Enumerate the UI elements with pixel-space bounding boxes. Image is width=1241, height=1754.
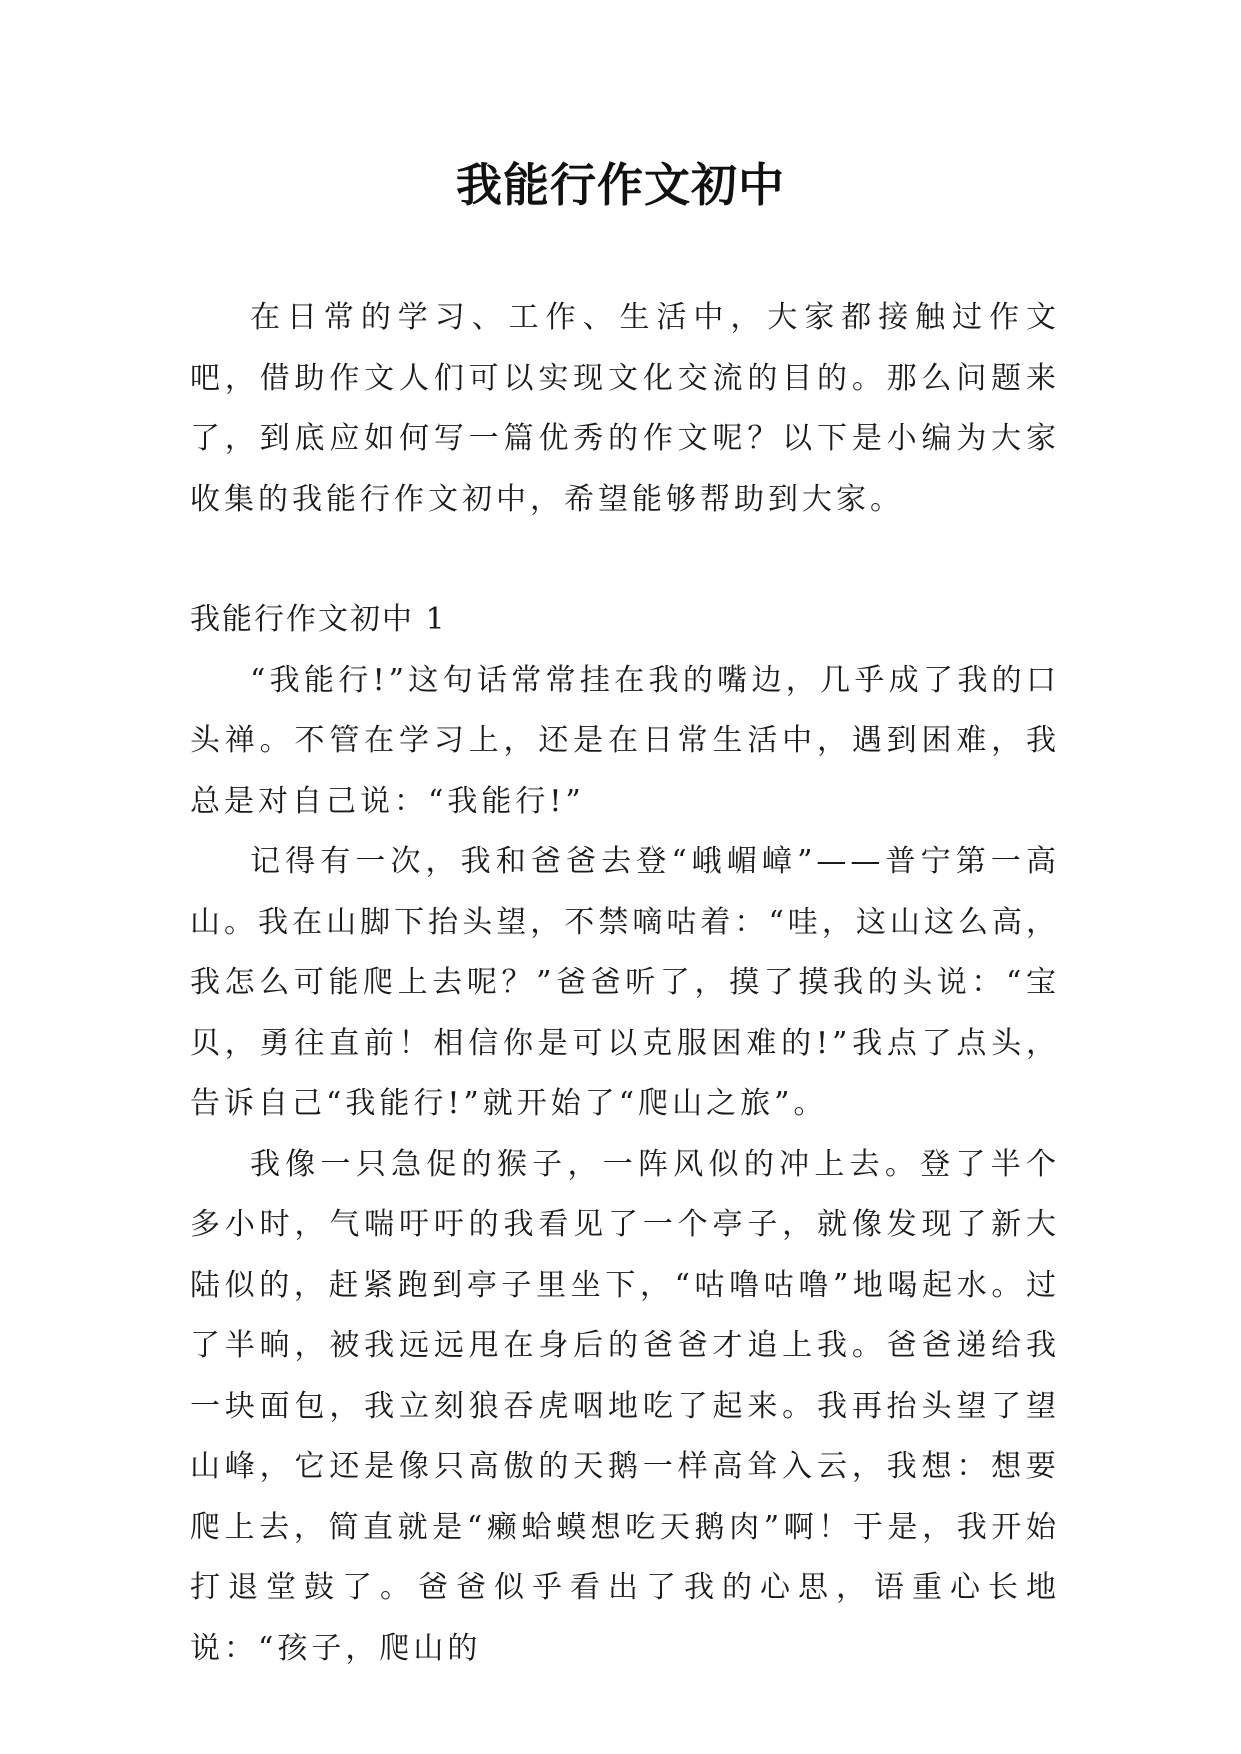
body-paragraph-3: 我像一只急促的猴子，一阵风似的冲上去。登了半个多小时，气喘吁吁的我看见了一个亭子，就像发现了新大陆似的，赶紧跑到亭子里坐下，“咕噜咕噜”地喝起水。过了半晌，被我远远甩在身后的爸爸才追上我。爸爸递给我一块面包，我立刻狼吞虎咽地吃了起来。我再抬头望了望山峰，它还是像只高傲的天鹅一样高耸入云，我想：想要爬上去，简直就是“癞蛤蟆想吃天鹅肉”啊！于是，我开始打退堂鼓了。爸爸似乎看出了我的心思，语重心长地说：“孩子，爬山的 [190,1146,1060,1666]
intro-paragraph: 在日常的学习、工作、生活中，大家都接触过作文吧，借助作文人们可以实现文化交流的目的。那么问题来了，到底应如何写一篇优秀的作文呢？以下是小编为大家收集的我能行作文初中，希望能够帮助到大家。 [190,300,1060,517]
paragraph-gap [190,530,1060,590]
body-paragraph-2: 记得有一次，我和爸爸去登“峨嵋嶂”——普宁第一高山。我在山脚下抬头望，不禁嘀咕着：“哇，这山这么高，我怎么可能爬上去呢？”爸爸听了，摸了摸我的头说：“宝贝，勇往直前！相信你是可以克服困难的!”我点了点头，告诉自己“我能行!”就开始了“爬山之旅”。 [190,844,1060,1121]
section-heading: 我能行作文初中 1 [190,602,447,637]
document-title: 我能行作文初中 [456,158,785,212]
body-paragraph-1: “我能行!”这句话常常挂在我的嘴边，几乎成了我的口头禅。不管在学习上，还是在日常生活中，遇到困难，我总是对自己说：“我能行!” [190,662,1060,819]
document-body [190,288,1060,1679]
